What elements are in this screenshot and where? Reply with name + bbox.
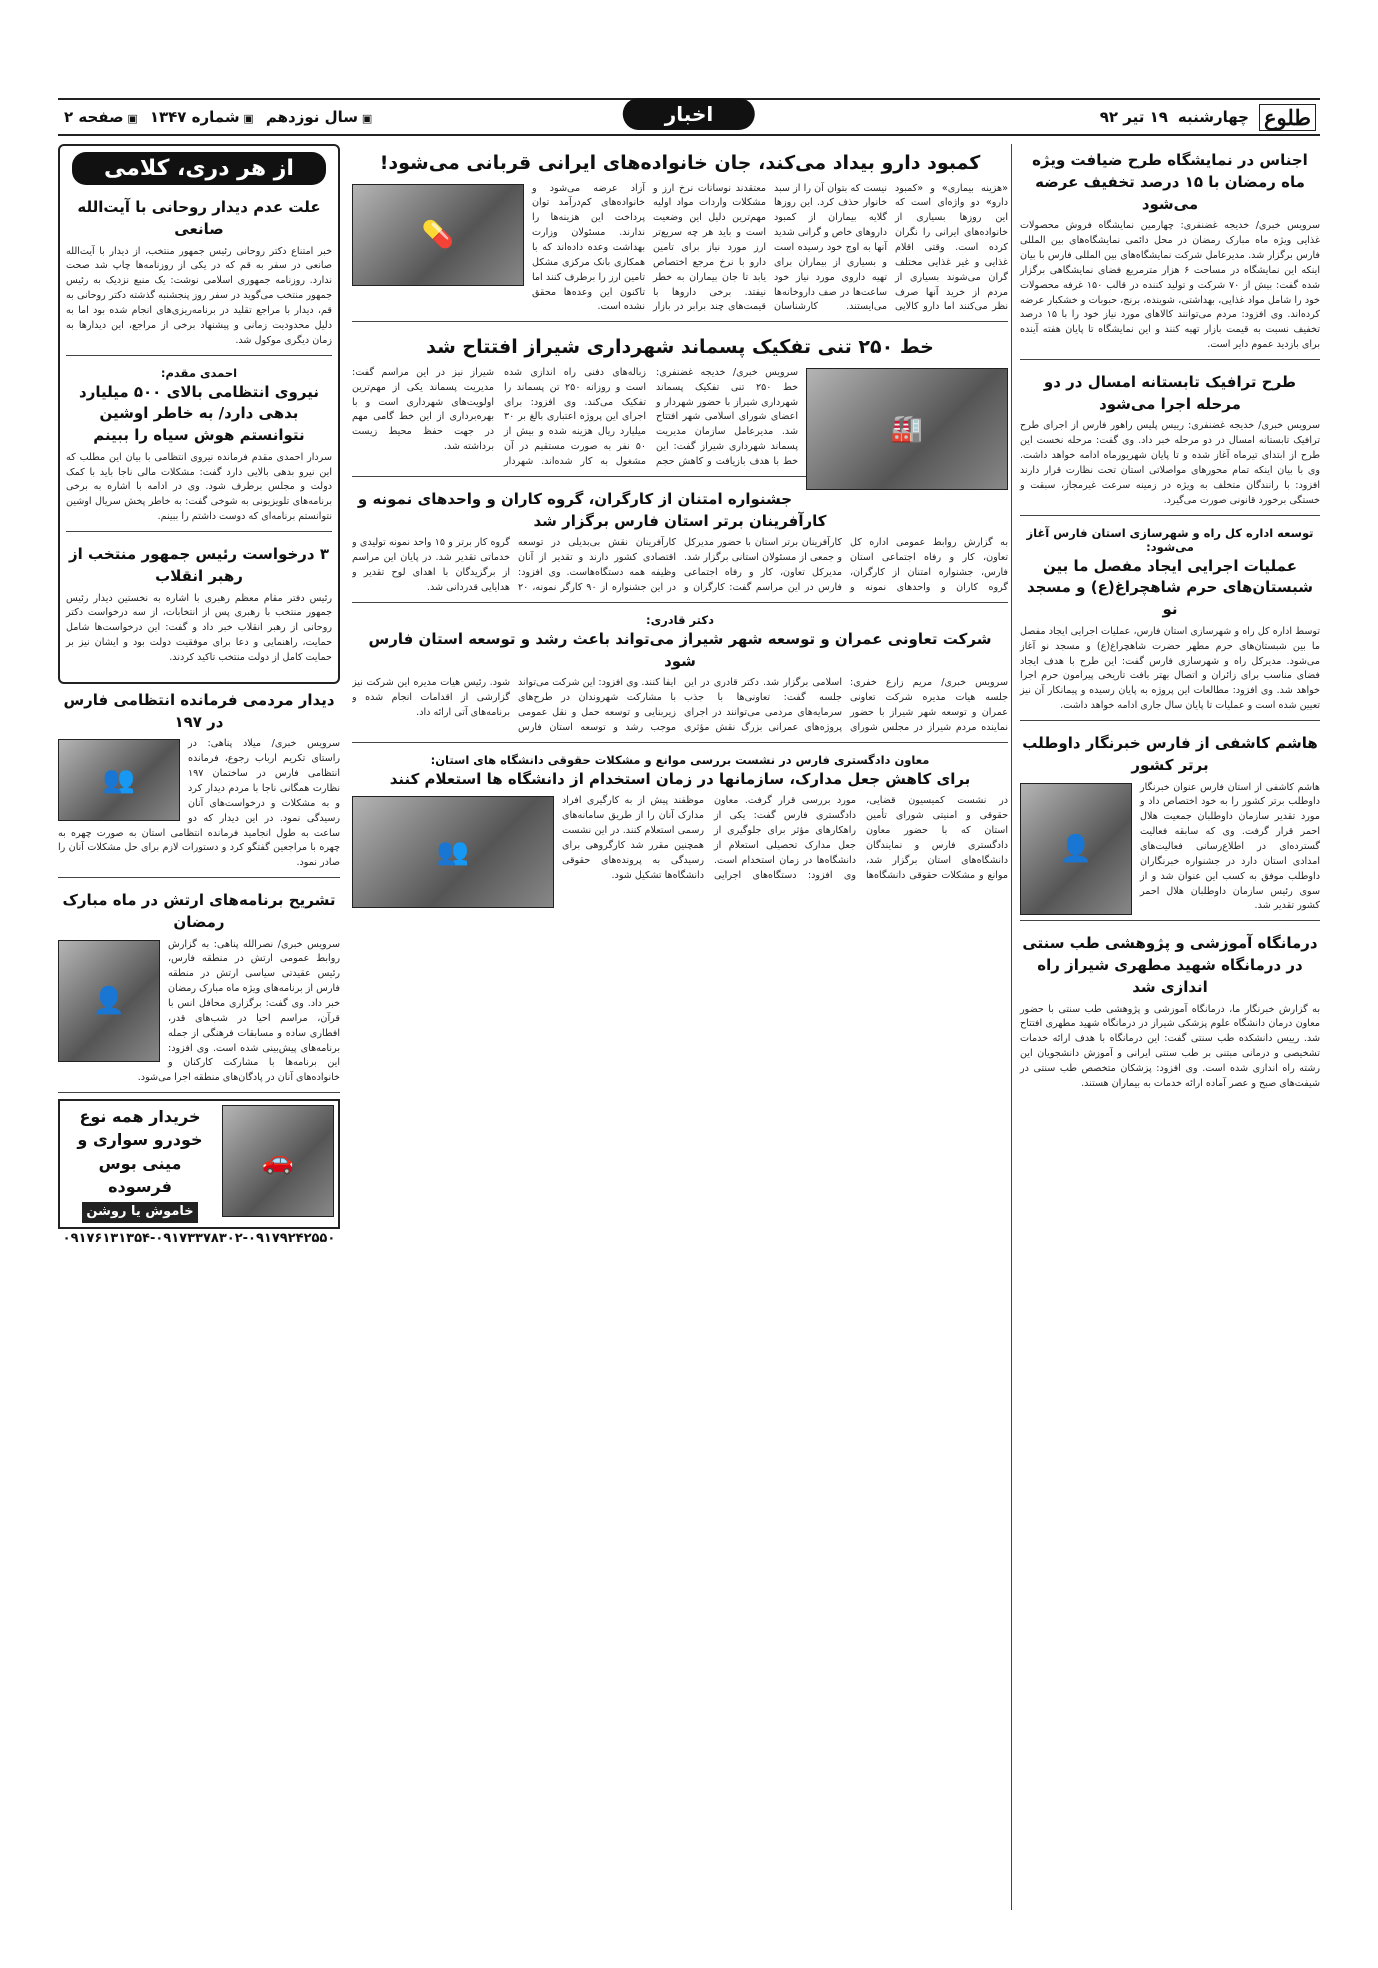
story-title: علت عدم دیدار روحانی با آیت‌الله صانعی xyxy=(77,198,321,238)
varia-box xyxy=(58,144,340,684)
car-buyer-ad xyxy=(58,1099,340,1229)
story-body: هاشم کاشفی از استان فارس عنوان خبرنگار داوطلب برتر کشور را به خود اختصاص داد و مورد تقدیر سازمان داوطلبان جمعیت هلال احمر قرار گرفت. وی که سابقه فعالیت گسترده‌ای در اطلاع‌رسانی فعالیت‌های امدادی استان دارد در جشنواره خبرنگاران داوطلب موفق به کسب این عنوان شد و از سوی رئیس سازمان داوطلبان هلال احمر کشور تقدیر شد. xyxy=(1140,781,1320,912)
person-icon: 👤 xyxy=(1059,833,1093,864)
ad-line: خودرو سواری و xyxy=(77,1130,203,1150)
story-ramadan-exhibition xyxy=(1020,144,1320,360)
facility-photo xyxy=(806,368,1008,490)
section-tag: اخبار xyxy=(623,98,755,130)
story-title: شرکت تعاونی عمران و توسعه شهر شیراز می‌تواند باعث رشد و توسعه استان فارس شود xyxy=(368,629,992,670)
masthead-right xyxy=(1100,104,1320,131)
story-summer-traffic xyxy=(1020,366,1320,516)
story-title: طرح ترافیک تابستانه امسال در دو مرحله اجرا می‌شود xyxy=(1043,372,1297,413)
right-column xyxy=(1011,144,1320,1910)
story-volunteer-reporter xyxy=(1020,727,1320,921)
story-title: نیروی انتظامی بالای ۵۰۰ میلیارد بدهی دارد/ به خاطر اوشین نتوانستم هوش سیاه را ببینم xyxy=(79,382,319,445)
meeting-photo xyxy=(352,796,554,908)
lead-title: کمبود دارو بیداد می‌کند، جان خانواده‌های ایرانی قربانی می‌شود! xyxy=(379,152,981,174)
story-waste-line xyxy=(352,328,1008,477)
story-body: سرویس خبری/ میلاد پناهی: در راستای تکریم ارباب رجوع، فرمانده انتظامی فارس در ساختمان ۱۹۷ نظارت همگانی ناجا با مردم دیدار کرد و به مشکلات و درخواست‌های آنان رسیدگی نمود. در این دیدار که دو ساعت به طول انجامید فرمانده انتظامی استان به صورت چهره به چهره با مراجعین گفتگو کرد و دستورات لازم برای حل مشکلات آنان را صادر نمود. xyxy=(58,738,340,869)
people-icon: 👥 xyxy=(102,765,136,796)
story-body: در نشست کمیسیون قضایی، حقوقی و امنیتی شورای تأمین استان که با حضور معاون دادگستری فارس و نمایندگان دانشگاه‌های استان برگزار شد، موانع و مشکلات حقوقی دانشگاه‌ها مورد بررسی قرار گرفت. معاون دادگستری فارس گفت: یکی از راهکارهای مؤثر برای جلوگیری از جعل مدارک تحصیلی استعلام از دانشگاه‌ها در زمان استخدام است. وی افزود: دستگاه‌های اجرایی موظفند پیش از به کارگیری افراد مدارک آنان را از طریق سامانه‌های رسمی استعلام کنند. در این نشست همچنین مقرر شد کارگروهی برای رسیدگی به پرونده‌های حقوقی دانشگاه‌ها تشکیل شود. xyxy=(562,795,1008,881)
story-labor-festival xyxy=(352,483,1008,603)
story-title: تشریح برنامه‌های ارتش در ماه مبارک رمضان xyxy=(62,891,336,931)
story-police-debt xyxy=(66,362,332,533)
masthead-left xyxy=(58,108,372,126)
middle-column xyxy=(352,144,1008,1910)
story-shahcheragh xyxy=(1020,522,1320,721)
story-title: دیدار مردمی فرمانده انتظامی فارس در ۱۹۷ xyxy=(63,690,335,731)
commander-photo xyxy=(58,739,180,821)
story-body: سرویس خبری/ خدیجه غضنفری: رییس پلیس راهور فارس از اجرای طرح ترافیک تابستانه امسال در دو مرحله خبر داد. وی گفت: مرحله نخست این طرح از ابتدای تیرماه آغاز شده و تا پایان شهریورماه ادامه خواهد داشت. وی با بیان اینکه تمام محورهای مواصلاتی استان تحت نظارت قرار دارند افزود: با رانندگان متخلف به ویژه در زمینه سرعت غیرمجاز، سبقت و خستگی برخورد قانونی صورت می‌گیرد. xyxy=(1020,420,1320,506)
story-title: درمانگاه آموزشی و پژوهشی طب سنتی در درمانگاه شهید مطهری شیراز راه اندازی شد xyxy=(1022,934,1318,996)
story-army-ramadan xyxy=(58,884,340,1093)
story-title: ۳ درخواست رئیس جمهور منتخب از رهبر انقلاب xyxy=(69,545,329,585)
issue-day: چهارشنبه xyxy=(1177,108,1249,126)
story-title: برای کاهش جعل مدارک، سازمانها در زمان استخدام از دانشگاه ها استعلام کنند xyxy=(389,769,971,788)
issue-date: ۱۹ تیر ۹۲ xyxy=(1099,108,1168,126)
story-body: خبر امتناع دکتر روحانی رئیس جمهور منتخب، از دیدار با آیت‌الله صانعی در سفر به قم که در یکی از روزنامه‌ها چاپ شد صحت ندارد. روزنامه جمهوری اسلامی نوشت: یک منبع نزدیک به رئیس جمهور منتخب می‌گوید در سفر روز پنجشنبه گذشته دکتر روحانی به قم، دیدار با مراجع تقلید در برنامه‌ریزی‌های انجام شده بود اما به دلیل محدودیت زمانی و پیشنهاد برخی از مراجع، این دیدارها به زمان دیگری موکول شد. xyxy=(66,245,332,346)
car-icon: 🚗 xyxy=(261,1146,295,1177)
story-kicker: دکتر قادری: xyxy=(646,612,714,627)
story-body: سرویس خبری/ خدیجه غضنفری: چهارمین نمایشگاه فروش محصولات غذایی ویژه ماه مبارک رمضان در محل دائمی نمایشگاه‌های بین المللی فارس برگزار شد. مدیرعامل شرکت نمایشگاه‌های بین المللی فارس با بیان اینکه این نمایشگاه در مساحت ۶ هزار مترمربع فضای نمایشگاهی برگزار شده گفت: بیش از ۷۰ شرکت و تولید کننده در قالب ۱۵۰ غرفه محصولات خود را شامل مواد غذایی، بهداشتی، شوینده، برنج، حبوبات و خشکبار عرضه کرده‌اند. وی افزود: مردم می‌توانند کالاهای مورد نیاز خود را با ۱۵ درصد تخفیف نسبت به قیمت بازار تهیه کنند و این نمایشگاه تا پایان هفته آینده برای بازدید عموم دایر است. xyxy=(1020,220,1320,351)
story-body: رئیس دفتر مقام معظم رهبری با اشاره به نخستین دیدار رئیس جمهور منتخب با رهبری پس از انتخابات، از سه درخواست دکتر روحانی از رهبر انقلاب خبر داد و گفت: این درخواست‌ها شامل حمایت، راهنمایی و دعا برای موفقیت دولت بود و ایشان نیز بر حمایت کامل از دولت منتخب تاکید کردند. xyxy=(66,592,332,663)
story-title: هاشم کاشفی از فارس خبرنگار داوطلب برتر کشور xyxy=(1022,734,1318,774)
newspaper-logo: طلوع xyxy=(1259,104,1316,131)
story-body: به گزارش خبرنگار ما، درمانگاه آموزشی و پژوهشی طب سنتی با حضور معاون درمان دانشگاه علوم پزشکی شیراز در درمانگاه شهید مطهری افتتاح شد. رییس دانشکده طب سنتی گفت: این درمانگاه با هدف ارائه خدمات تشخیصی و درمانی مبتنی بر طب سنتی ایرانی و آموزش دانشجویان این رشته راه اندازی شده است. وی افزود: پزشکان متخصص طب سنتی در شیفت‌های صبح و عصر آماده ارائه خدمات به بیماران هستند. xyxy=(1020,1003,1320,1089)
story-traditional-medicine xyxy=(1020,927,1320,1097)
person-icon: 👤 xyxy=(92,985,126,1016)
ad-tag: خاموش یا روشن xyxy=(82,1202,197,1223)
left-column xyxy=(58,144,340,1910)
story-title: عملیات اجرایی ایجاد مفصل ما بین شبستان‌های حرم شاهچراغ(ع) و مسجد نو xyxy=(1026,556,1314,619)
newspaper-page xyxy=(58,98,1320,1910)
cars-photo xyxy=(222,1105,334,1217)
story-body: سردار احمدی مقدم فرمانده نیروی انتظامی با بیان این مطلب که این نیرو بدهی بالایی دارد گفت: مشکلات مالی ناجا باید با کمک دولت و مجلس برطرف شود. وی در ادامه با اشاره به برخی برنامه‌های تلویزیونی به شوخی گفت: به خاطر پخش سریال اوشین نتوانستم برنامه‌ای که دوست داشتم را ببینم. xyxy=(66,451,332,523)
lead-body: «هزینه بیماری» و «کمبود دارو» دو واژه‌ای است که این روزها بسیاری از خانواده‌های ایرانی را نگران کرده است. وقتی اقلام غذایی و غیر غذایی مختلف گران می‌شوند بسیاری از مردم از خرید آنها صرف نظر می‌کنند اما دارو کالایی نیست که بتوان آن را از سبد خانوار حذف کرد. این روزها گلایه بیماران از کمبود داروهای خاص و گرانی شدید آنها به اوج خود رسیده است و بسیاری از بیماران برای تهیه داروی مورد نیاز خود ساعت‌ها در صف داروخانه‌ها می‌ایستند. کارشناسان معتقدند نوسانات نرخ ارز و مشکلات واردات مواد اولیه مهم‌ترین دلیل این وضعیت است و باید هر چه سریع‌تر ارز مورد نیاز برای تامین دارو با نرخ مرجع اختصاص یابد تا جان بیماران به خطر نیفتد. برخی داروها با قیمت‌های چند برابر در بازار آزاد عرضه می‌شود و خانواده‌های کم‌درآمد توان پرداخت این هزینه‌ها را ندارند. مسئولان وزارت بهداشت وعده داده‌اند که با همکاری بانک مرکزی مشکل تامین ارز را برطرف کنند اما تاکنون این وعده‌ها محقق نشده است. xyxy=(532,182,1008,313)
story-cooperative xyxy=(352,609,1008,743)
page-number: ▣ صفحه ۲ xyxy=(64,108,138,126)
story-police-commander xyxy=(58,684,340,878)
story-title: خط ۲۵۰ تنی تفکیک پسماند شهرداری شیراز افتتاح شد xyxy=(426,336,934,359)
ad-text xyxy=(64,1105,216,1223)
ad-phones: ۰۹۱۷۶۱۳۱۳۵۴-۰۹۱۷۳۳۷۸۳۰۲-۰۹۱۷۹۲۴۲۵۵۰ xyxy=(62,1230,336,1246)
story-body: به گزارش روابط عمومی اداره کل تعاون، کار و رفاه اجتماعی استان فارس، جشنواره امتنان از کارگران، گروه کاران و واحدهای نمونه و کارآفرینان برتر استان با حضور مدیرکل و جمعی از مسئولان استانی برگزار شد. مدیرکل تعاون، کار و رفاه اجتماعی فارس در این مراسم گفت: کارگران و کارآفرینان نقش بی‌بدیلی در توسعه اقتصادی کشور دارند و تقدیر از آنان وظیفه همه دستگاه‌هاست. وی افزود: در این جشنواره از ۹۰ کارگر نمونه، ۲۰ گروه کار برتر و ۱۵ واحد نمونه تولیدی و خدماتی تقدیر شد. در پایان این مراسم از برگزیدگان با اهدای لوح تقدیر و هدایایی قدردانی شد. xyxy=(352,537,1008,593)
story-body: توسط اداره کل راه و شهرسازی استان فارس، عملیات اجرایی ایجاد مفصل ما بین شبستان‌های حرم مطهر حضرت شاهچراغ(ع) و مسجد نو آغاز می‌شود. مدیرکل راه و شهرسازی فارس گفت: این طرح با هدف ایجاد فضای مناسب برای زائران و اتصال بهتر بافت تاریخی پیرامون حرم اجرا خواهد شد. وی افزود: مطالعات این پروژه به پایان رسیده و پیمانکار آن نیز تعیین شده است و عملیات تا پایان سال جاری ادامه خواهد داشت. xyxy=(1020,625,1320,712)
story-title: اجناس در نمایشگاه طرح ضیافت ویژه ماه رمضان با ۱۵ درصد تخفیف عرضه می‌شود xyxy=(1032,151,1308,213)
story-fake-degrees xyxy=(352,749,1008,890)
varia-banner: از هر دری، کلامی xyxy=(72,152,326,185)
pills-photo xyxy=(352,184,524,286)
story-kicker: توسعه اداره کل راه و شهرسازی استان فارس آغاز می‌شود: xyxy=(1026,525,1314,554)
issue-year: ▣ سال نوزدهم xyxy=(266,108,372,126)
ad-line: خریدار همه نوع xyxy=(79,1107,201,1127)
story-body: سرویس خبری/ خدیجه غضنفری: خط ۲۵۰ تنی تفکیک پسماند شهرداری شیراز با حضور شهردار و اعضای شورای اسلامی شهر افتتاح شد. مدیرعامل سازمان مدیریت پسماند شهرداری شیراز گفت: این خط با هدف بازیافت و کاهش حجم زباله‌های دفنی راه اندازی شده است و روزانه ۲۵۰ تن پسماند را تفکیک می‌کند. وی افزود: برای اجرای این پروژه اعتباری بالغ بر ۳۰ میلیارد ریال هزینه شده و بیش از ۵۰ نفر به صورت مستقیم در آن مشغول به کار شده‌اند. شهردار شیراز نیز در این مراسم گفت: مدیریت پسماند یکی از مهم‌ترین اولویت‌های شهرداری است و با بهره‌برداری از این خط گامی مهم در جهت حفظ محیط زیست برداشته شد. xyxy=(352,366,798,467)
story-president-requests xyxy=(66,538,332,672)
cleric-photo xyxy=(58,940,160,1062)
story-title: جشنواره امتنان از کارگران، گروه کاران و واحدهای نمونه و کارآفرینان برتر استان فارس برگزار شد xyxy=(357,489,827,530)
story-kicker: معاون دادگستری فارس در نشست بررسی موانع و مشکلات حقوقی دانشگاه های استان: xyxy=(430,752,930,767)
story-rouhani-sanei xyxy=(66,191,332,356)
ad-line: مینی بوس فرسوده xyxy=(98,1153,182,1196)
story-body: سرویس خبری/ مریم زارع خفری: جلسه هیات مدیره شرکت تعاونی عمران و توسعه شهر شیراز با حضور نماینده مردم شیراز در مجلس شورای اسلامی برگزار شد. دکتر قادری در این جلسه گفت: تعاونی‌ها با جذب سرمایه‌های مردمی می‌توانند در اجرای پروژه‌های عمرانی بزرگ نقش مؤثری ایفا کنند. وی افزود: این شرکت می‌تواند با مشارکت شهروندان در طرح‌های زیربنایی و توسعه حمل و نقل عمومی موجب رشد و توسعه استان فارس شود. رئیس هیات مدیره این شرکت نیز گزارشی از اقدامات انجام شده و برنامه‌های آتی ارائه داد. xyxy=(352,677,1008,733)
factory-icon: 🏭 xyxy=(890,413,924,444)
people-icon: 👥 xyxy=(436,837,470,868)
story-body: سرویس خبری/ نصرالله پناهی: به گزارش روابط عمومی ارتش در منطقه فارس، رئیس عقیدتی سیاسی ارتش در منطقه فارس از برنامه‌های ویژه ماه مبارک رمضان خبر داد. وی گفت: برگزاری محافل انس با قرآن، مراسم احیا در شب‌های قدر، افطاری ساده و مسابقات فرهنگی از جمله برنامه‌های پیش‌بینی شده است. وی افزود: این برنامه‌ها با مشارکت کارکنان و خانواده‌های آنان در پادگان‌های منطقه اجرا می‌شود. xyxy=(137,938,340,1084)
issue-number: ▣ شماره ۱۳۴۷ xyxy=(150,108,254,126)
reporter-photo xyxy=(1020,783,1132,915)
story-drug-shortage xyxy=(352,144,1008,322)
masthead xyxy=(58,98,1320,136)
story-kicker: احمدی مقدم: xyxy=(160,365,238,380)
pill-icon: 💊 xyxy=(421,219,455,250)
